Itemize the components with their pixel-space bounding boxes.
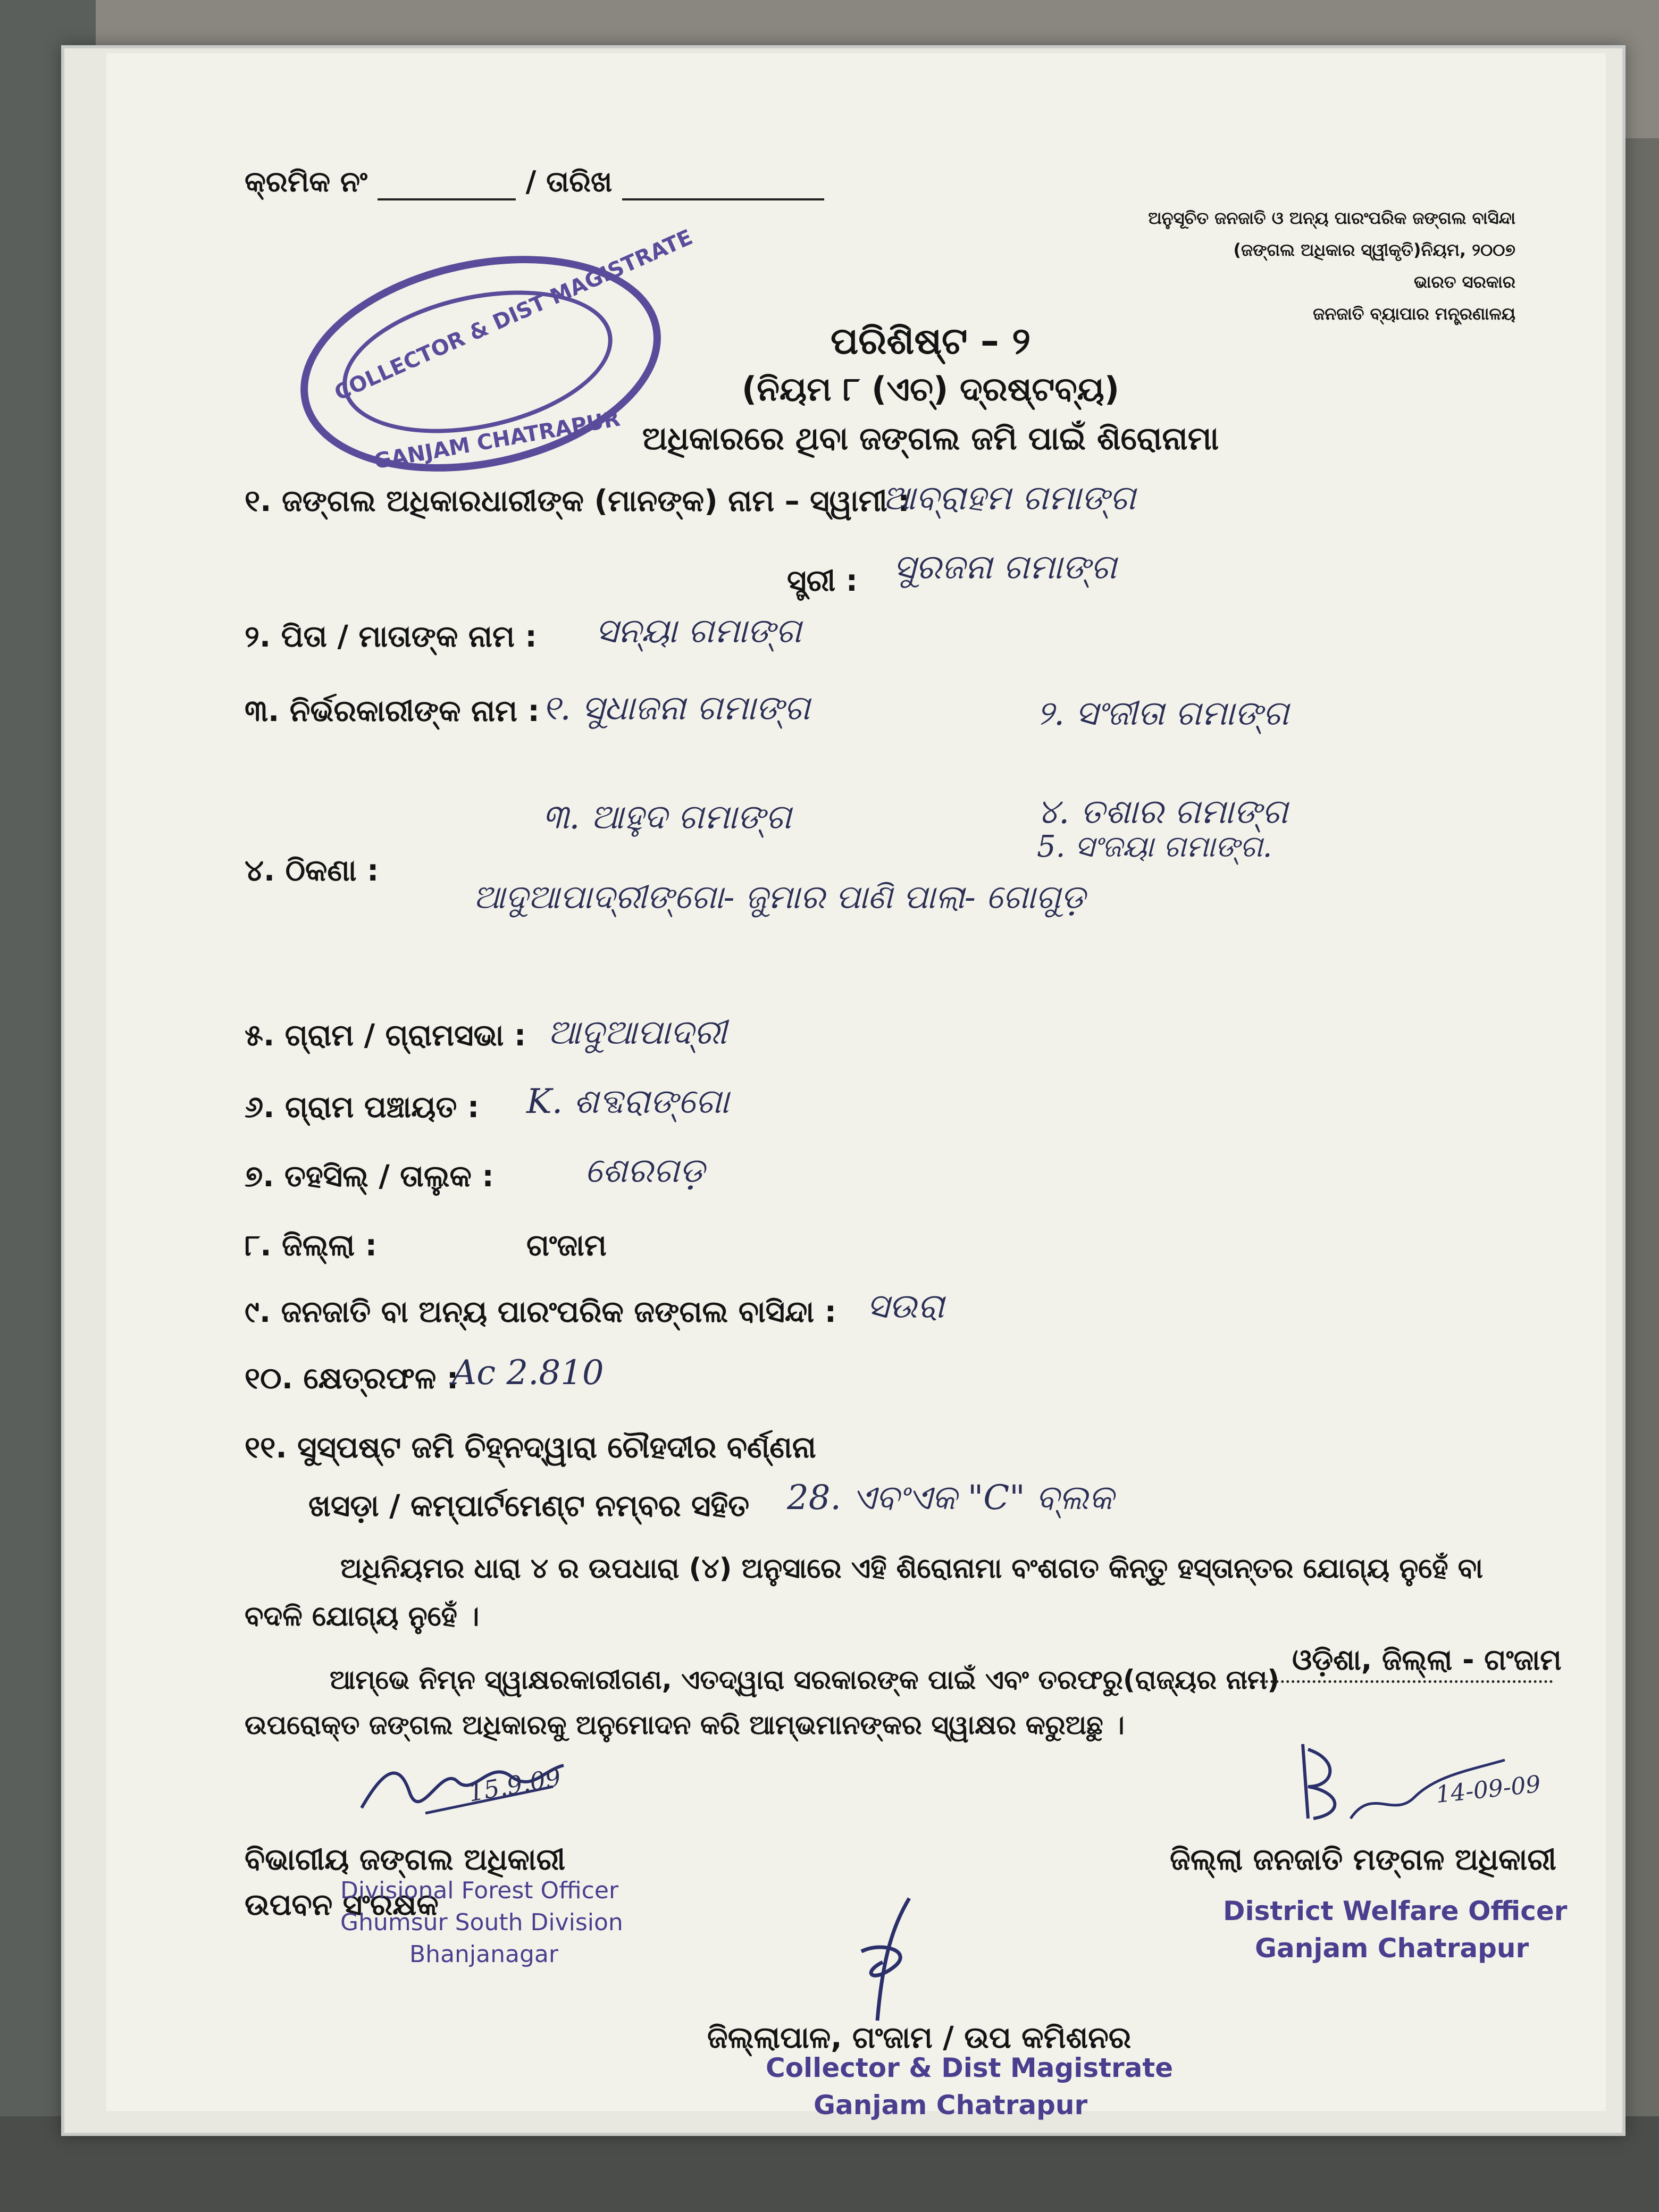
field-parent-label: ୨. ପିତା / ମାତାଙ୍କ ନାମ : bbox=[245, 619, 537, 654]
appendix-title: ପରିଶିଷ୍ଟ – ୨ bbox=[830, 319, 1031, 363]
field-tribe-value: ସଉରା bbox=[867, 1287, 944, 1326]
field-holder-value: ଆବ୍ରାହମ ଗମାଙ୍ଗ bbox=[883, 479, 1136, 518]
dependent-item: ୨. ସଂଜୀତା ଗମାଙ୍ଗ bbox=[1037, 694, 1289, 733]
reference-line: ଜନଜାତି ବ୍ୟାପାର ମନ୍ତ୍ରଣାଳୟ bbox=[1313, 304, 1515, 324]
reference-block bbox=[1148, 202, 1515, 330]
field-boundary-label: ୧୧. ସୁସ୍ପଷ୍ଟ ଜମି ଚିହ୍ନଦ୍ୱାରା ଚୌହଦୀର ବର୍ଣ୍ଣନା bbox=[245, 1430, 816, 1465]
date-label: / ତାରିଖ bbox=[525, 165, 613, 198]
dependent-item: ୧. ସୁଧାଜନା ଗମାଙ୍ଗ bbox=[542, 689, 810, 728]
field-holder-label: ୧. ଜଙ୍ଗଲ ଅଧିକାରଧାରୀଙ୍କ (ମାନଙ୍କ) ନାମ – ସ୍ୱାମୀ : bbox=[245, 484, 910, 518]
field-tehsil-value: ଶେରଗଡ଼ bbox=[585, 1151, 705, 1191]
field-panchayat-value: K. ଶବ୍ଦରାଙ୍ଗୋ bbox=[526, 1082, 730, 1121]
field-district-value: ଗଂଜାମ bbox=[526, 1228, 607, 1263]
field-tehsil-label: ୭. ତହସିଲ୍ / ତାଲୁକ : bbox=[245, 1159, 494, 1194]
reference-line: ଭାରତ ସରକାର bbox=[1413, 272, 1515, 292]
approval-clause-line: ଉପରୋକ୍ତ ଜଙ୍ଗଲ ଅଧିକାରକୁ ଅନୁମୋଦନ କରି ଆମ୍ଭମାନଙ୍କର ସ୍ୱାକ୍ଷର କରୁଅଛୁ । bbox=[245, 1710, 1125, 1740]
field-panchayat-label: ୬. ଗ୍ରାମ ପଞ୍ଚାୟତ : bbox=[245, 1090, 480, 1125]
rule-reference: (ନିୟମ ୮ (ଏଚ୍) ଦ୍ରଷ୍ଟବ୍ୟ) bbox=[741, 370, 1120, 408]
transfer-clause-line: ଅଧିନିୟମର ଧାରା ୪ ର ଉପଧାରା (୪) ଅନୁସାରେ ଏହି ଶିରୋନାମା ବଂଶଗତ କିନ୍ତୁ ହସ୍ତାନ୍ତର ଯୋଗ୍ୟ ନୁହେଁ ବା bbox=[340, 1553, 1483, 1585]
field-address-label: ୪. ଠିକଣା : bbox=[245, 853, 379, 888]
field-wife-label: ସ୍ତ୍ରୀ : bbox=[787, 564, 858, 598]
dfo-stamp-line: Ghumsur South Division bbox=[340, 1909, 623, 1936]
state-name-value: ଓଡ଼ିଶା, ଜିଲ୍ଲା - ଗଂଜାମ bbox=[1292, 1643, 1562, 1677]
collector-title-odia: ଜିଲ୍ଲାପାଳ, ଗଂଜାମ / ଉପ କମିଶନର bbox=[707, 2021, 1132, 2055]
dependent-item: ୩. ଆହୁଦ ଗମାଙ୍ଗ bbox=[542, 798, 792, 837]
approval-clause-line: ଆମ୍ଭେ ନିମ୍ନ ସ୍ୱାକ୍ଷରକାରୀଗଣ, ଏତଦ୍ୱାରା ସରକାରଙ୍କ ପାଇଁ ଏବଂ ତରଫରୁ(ରାଜ୍ୟର ନାମ) bbox=[330, 1664, 1280, 1695]
field-parent-value: ସନ୍ୟା ଗମାଙ୍ଗ bbox=[596, 611, 802, 651]
collector-stamp-line: Collector & Dist Magistrate bbox=[766, 2052, 1174, 2083]
serial-blank bbox=[378, 165, 516, 200]
dfo-signature-date: 15.9.09 bbox=[466, 1763, 563, 1807]
field-district-label: ୮. ଜିଲ୍ଲା : bbox=[245, 1228, 378, 1263]
stamp-top-text: COLLECTOR & DIST MAGISTRATE bbox=[331, 225, 697, 406]
collector-stamp-line: Ganjam Chatrapur bbox=[814, 2090, 1088, 2121]
document-heading: ଅଧିକାରରେ ଥିବା ଜଙ୍ଗଲ ଜମି ପାଇଁ ଶିରୋନାମା bbox=[642, 420, 1219, 457]
state-name-dotted-line bbox=[1244, 1680, 1553, 1683]
dwo-title-odia: ଜିଲ୍ଲା ଜନଜାତି ମଙ୍ଗଳ ଅଧିକାରୀ bbox=[1170, 1842, 1556, 1877]
field-area-label: ୧୦. କ୍ଷେତ୍ରଫଳ : bbox=[245, 1361, 459, 1396]
field-compartment-value: 28. ଏବଂଏକ "C" ବ୍ଲକ bbox=[787, 1478, 1114, 1518]
reference-line: (ଜଙ୍ଗଲ ଅଧିକାର ସ୍ୱୀକୃତି)ନିୟମ, ୨୦୦୭ bbox=[1233, 240, 1515, 260]
dependent-item: 5. ସଂଜୟା ଗମାଙ୍ଗ. bbox=[1037, 830, 1272, 864]
field-village-label: ୫. ଗ୍ରାମ / ଗ୍ରାମସଭା : bbox=[245, 1018, 526, 1053]
field-tribe-label: ୯. ଜନଜାତି ବା ଅନ୍ୟ ପାରଂପରିକ ଜଙ୍ଗଲ ବାସିନ୍ଦା : bbox=[245, 1295, 837, 1329]
field-village-value: ଆଦୁଆପାଦ୍ରୀ bbox=[548, 1013, 727, 1052]
dependent-item: ୪. ତଶାର ଗମାଙ୍ଗ bbox=[1037, 792, 1288, 832]
dfo-subtitle-odia: ଉପବନ ସଂରକ୍ଷକ bbox=[245, 1888, 439, 1922]
field-compartment-label: ଖସଡ଼ା / କମ୍ପାର୍ଟମେଣ୍ଟ ନମ୍ବର ସହିତ bbox=[308, 1489, 750, 1523]
dwo-stamp-line: Ganjam Chatrapur bbox=[1255, 1933, 1529, 1964]
collector-signature bbox=[830, 1893, 946, 2031]
serial-label: କ୍ରମିକ ନଂ bbox=[245, 165, 368, 198]
dfo-title-odia: ବିଭାଗୀୟ ଜଙ୍ଗଲ ଅଧିକାରୀ bbox=[245, 1842, 566, 1877]
date-blank bbox=[622, 165, 824, 200]
dwo-signature-date: 14-09-09 bbox=[1434, 1770, 1542, 1809]
dfo-stamp-line: Bhanjanagar bbox=[409, 1941, 558, 1968]
field-wife-value: ସୁରଜନା ଗମାଙ୍ଗ bbox=[893, 548, 1117, 587]
dwo-stamp-line: District Welfare Officer bbox=[1223, 1896, 1568, 1926]
field-address-value: ଆଦୁଆପାଦ୍ରୀଙ୍ଗୋ- ଜୁମାର ପାଣି ପାଲା- ଗୋଗୁଡ଼ bbox=[473, 877, 1085, 916]
stamp-bottom-text: GANJAM CHATRAPUR bbox=[372, 406, 622, 474]
transfer-clause-line: ବଦଳି ଯୋଗ୍ୟ ନୁହେଁ । bbox=[245, 1601, 480, 1632]
field-area-value: Ac 2.810 bbox=[452, 1353, 604, 1393]
field-dependents-label: ୩. ନିର୍ଭରକାରୀଙ୍କ ନାମ : bbox=[245, 694, 540, 728]
reference-line: ଅନୁସୂଚିତ ଜନଜାତି ଓ ଅନ୍ୟ ପାରଂପରିକ ଜଙ୍ଗଲ ବାସିନ୍ଦା bbox=[1148, 208, 1515, 228]
dfo-stamp-line: Divisional Forest Officer bbox=[340, 1877, 619, 1904]
serial-number-field bbox=[245, 165, 824, 200]
